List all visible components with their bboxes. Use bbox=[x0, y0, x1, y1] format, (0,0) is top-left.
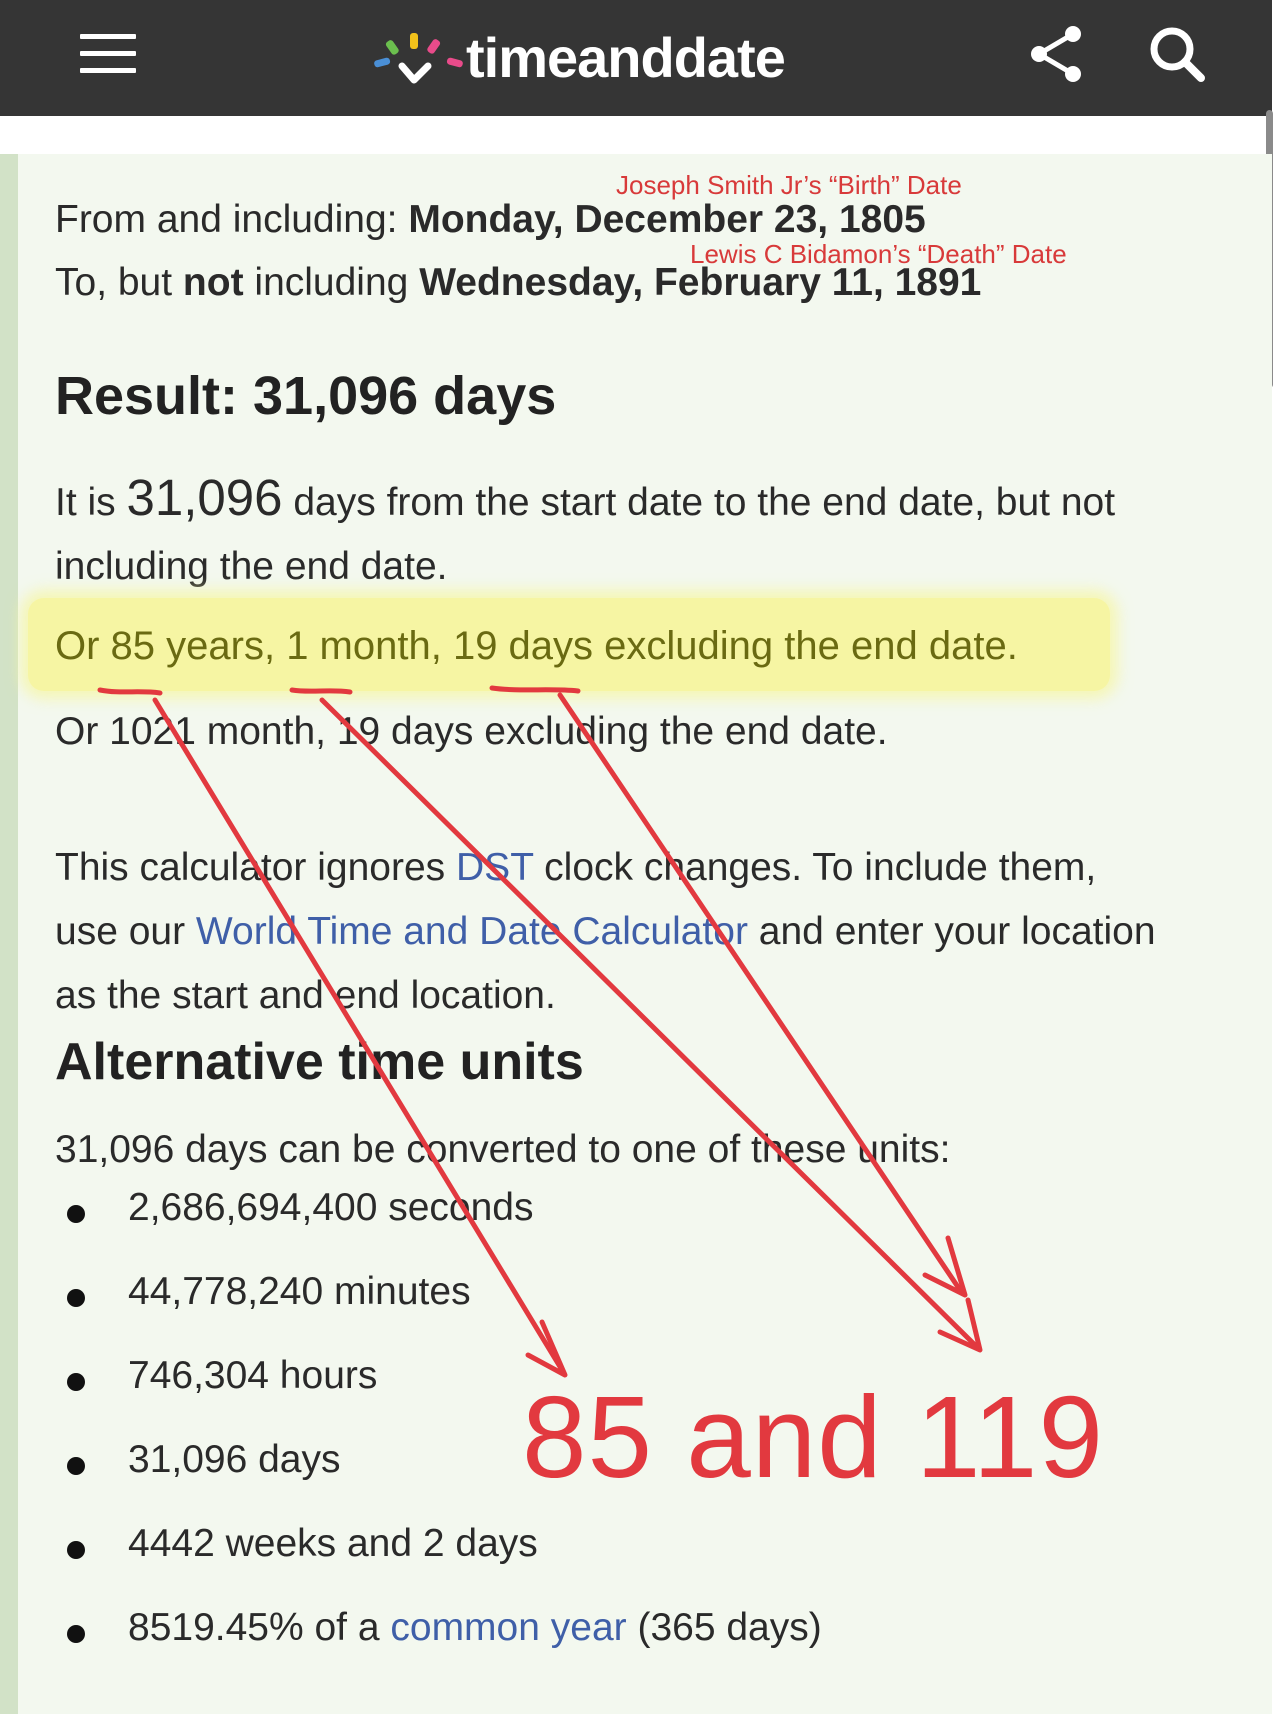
calc-prefix: use our bbox=[55, 910, 196, 953]
dst-suffix: clock changes. To include them, bbox=[533, 846, 1097, 889]
world-time-calculator-link[interactable]: World Time and Date Calculator bbox=[195, 910, 748, 953]
years-months-days-line: Or 85 years, 1 month, 19 days excluding the end date. bbox=[55, 624, 1018, 668]
bullet-icon bbox=[67, 1541, 85, 1559]
unit-common-year bbox=[128, 1606, 822, 1650]
alt-units-title: Alternative time units bbox=[55, 1033, 584, 1091]
calc-suffix: and enter your location bbox=[747, 910, 1156, 953]
death-date-annotation: Lewis C Bidamon’s “Death” Date bbox=[690, 239, 1067, 269]
dst-link[interactable]: DST bbox=[456, 846, 534, 889]
common-year-suffix: (365 days) bbox=[626, 1606, 822, 1649]
menu-icon[interactable] bbox=[80, 34, 136, 76]
from-date-line bbox=[55, 198, 926, 242]
dst-prefix: This calculator ignores bbox=[55, 846, 457, 889]
from-date-value: Monday, December 23, 1805 bbox=[408, 198, 926, 241]
logo-text: timeanddate bbox=[466, 25, 785, 89]
site-logo[interactable] bbox=[372, 22, 785, 92]
unit-minutes: 44,778,240 minutes bbox=[128, 1270, 471, 1313]
bullet-icon bbox=[67, 1625, 85, 1643]
alt-units-intro: 31,096 days can be converted to one of these units: bbox=[55, 1128, 951, 1171]
share-icon[interactable] bbox=[1025, 22, 1089, 86]
bullet-icon bbox=[67, 1289, 85, 1307]
unit-days: 31,096 days bbox=[128, 1438, 341, 1481]
bullet-icon bbox=[67, 1457, 85, 1475]
top-bar bbox=[0, 0, 1272, 116]
common-year-prefix: 8519.45% of a bbox=[128, 1606, 391, 1649]
dst-note bbox=[55, 836, 1245, 1028]
result-prefix: It is bbox=[55, 481, 127, 524]
unit-hours: 746,304 hours bbox=[128, 1354, 378, 1397]
result-description bbox=[55, 466, 1245, 599]
to-not: not bbox=[182, 261, 244, 304]
result-rest: days from the start date to the end date, but not bbox=[282, 481, 1116, 524]
logo-mark-icon bbox=[372, 22, 468, 92]
content-left-rule bbox=[0, 154, 18, 1714]
unit-seconds: 2,686,694,400 seconds bbox=[128, 1186, 534, 1229]
from-prefix: From and including: bbox=[55, 198, 409, 241]
bullet-icon bbox=[67, 1205, 85, 1223]
result-line2: including the end date. bbox=[55, 545, 448, 588]
to-date-value: Wednesday, February 11, 1891 bbox=[419, 261, 982, 304]
to-middle: including bbox=[243, 261, 420, 304]
result-title: Result: 31,096 days bbox=[55, 366, 557, 426]
dst-note-line3: as the start and end location. bbox=[55, 974, 556, 1017]
birth-date-annotation: Joseph Smith Jr’s “Birth” Date bbox=[616, 170, 962, 200]
unit-weeks: 4442 weeks and 2 days bbox=[128, 1522, 538, 1565]
months-days-line: Or 1021 month, 19 days excluding the end date. bbox=[55, 710, 888, 753]
bullet-icon bbox=[67, 1373, 85, 1391]
result-number: 31,096 bbox=[126, 469, 283, 526]
common-year-link[interactable]: common year bbox=[390, 1606, 627, 1649]
to-prefix: To, but bbox=[55, 261, 183, 304]
total-annotation: 85 and 119 bbox=[522, 1372, 1104, 1502]
search-icon[interactable] bbox=[1145, 22, 1209, 86]
